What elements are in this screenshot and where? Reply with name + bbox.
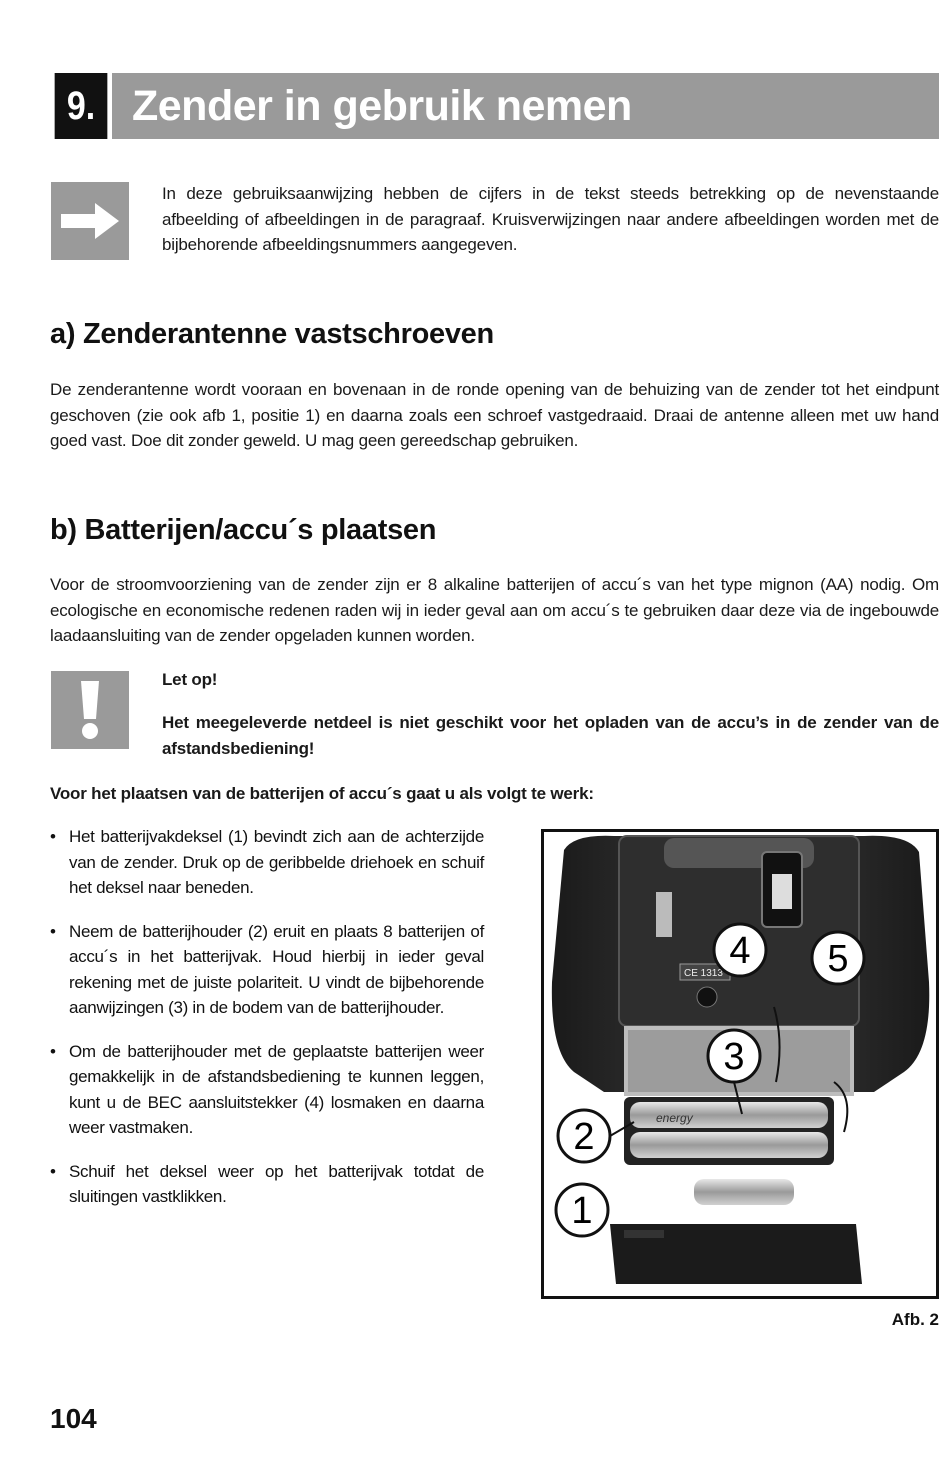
intro-text: In deze gebruiksaanwijzing hebben de cijfers in de tekst steeds betrekking op de nevenstaande afbeelding of afbeeldingen in de paragraaf. Kruisverwijzingen naar andere afbeeldingen worden met de bijbehorende afbeeldingsnummers aangegeven. — [162, 184, 939, 254]
section-a-title: a) Zenderantenne vastschroeven — [50, 318, 494, 350]
exclamation-icon — [51, 671, 129, 749]
callout-5: 5 — [827, 938, 849, 980]
bullet: • — [50, 921, 56, 941]
callout-4: 4 — [729, 930, 751, 972]
callout-1: 1 — [571, 1190, 593, 1232]
step-text: Schuif het deksel weer op het batterijvak totdat de sluitingen vastklikken. — [69, 1161, 484, 1206]
list-item — [50, 1159, 484, 1210]
steps-list — [50, 824, 484, 1228]
page-number: 104 — [50, 1403, 97, 1434]
section-a-text: De zenderantenne wordt vooraan en bovenaan in de ronde opening van de behuizing van de zender tot het eindpunt geschoven (zie ook afb 1, positie 1) en daarna zoals een schroef vastgedraaid. Draai de antenne alleen met uw hand goed vast. Doe dit zonder geweld. U mag geen gereedschap gebruiken. — [50, 380, 939, 450]
warning-title: Let op! — [162, 670, 218, 689]
battery-label: energy — [656, 1111, 693, 1125]
bullet: • — [50, 827, 56, 846]
ce-mark: CE 1313 — [684, 968, 723, 979]
warning-text: Het meegeleverde netdeel is niet geschikt voor het opladen van de accu’s in de zender van de afstandsbediening! — [162, 713, 939, 758]
callout-3: 3 — [723, 1036, 745, 1078]
transmitter-illustration — [544, 832, 936, 1296]
chapter-title: Zender in gebruik nemen — [112, 73, 939, 139]
chapter-number: 9. — [55, 73, 108, 139]
step-text: Neem de batterijhouder (2) eruit en plaats 8 batterijen of accu´s in het batterijvak. Houd hierbij in ieder geval rekening met de juiste polariteit. U vindt de bijbehorende aanwijzingen (3) in de bodem van de batterijhouder. — [69, 921, 484, 1017]
arrow-right-icon — [51, 182, 129, 260]
bullet: • — [50, 1161, 56, 1181]
figure-caption: Afb. 2 — [891, 1310, 939, 1329]
transmitter-battery-photo — [541, 829, 939, 1299]
section-b-title: b) Batterijen/accu´s plaatsen — [50, 514, 437, 546]
list-item — [50, 1039, 484, 1141]
step-text: Het batterijvakdeksel (1) bevindt zich aan de achterzijde van de zender. Druk op de geribbelde driehoek en schuif het deksel naar beneden. — [69, 827, 484, 897]
list-item — [50, 919, 484, 1021]
step-text: Om de batterijhouder met de geplaatste batterijen weer gemakkelijk in de afstandsbediening te kunnen leggen, kunt u de BEC aansluitstekker (4) losmaken en daarna weer vastmaken. — [69, 1041, 484, 1137]
section-b-text: Voor de stroomvoorziening van de zender zijn er 8 alkaline batterijen of accu´s van het type mignon (AA) nodig. Om ecologische en economische redenen raden wij in ieder geval aan om accu´s te gebruiken daar deze via de ingebouwde laadaansluiting van de zender opgeladen kunnen worden. — [50, 575, 939, 645]
steps-intro: Voor het plaatsen van de batterijen of accu´s gaat u als volgt te werk: — [50, 784, 594, 803]
list-item — [50, 824, 484, 901]
bullet: • — [50, 1041, 56, 1061]
callout-2: 2 — [573, 1116, 595, 1158]
